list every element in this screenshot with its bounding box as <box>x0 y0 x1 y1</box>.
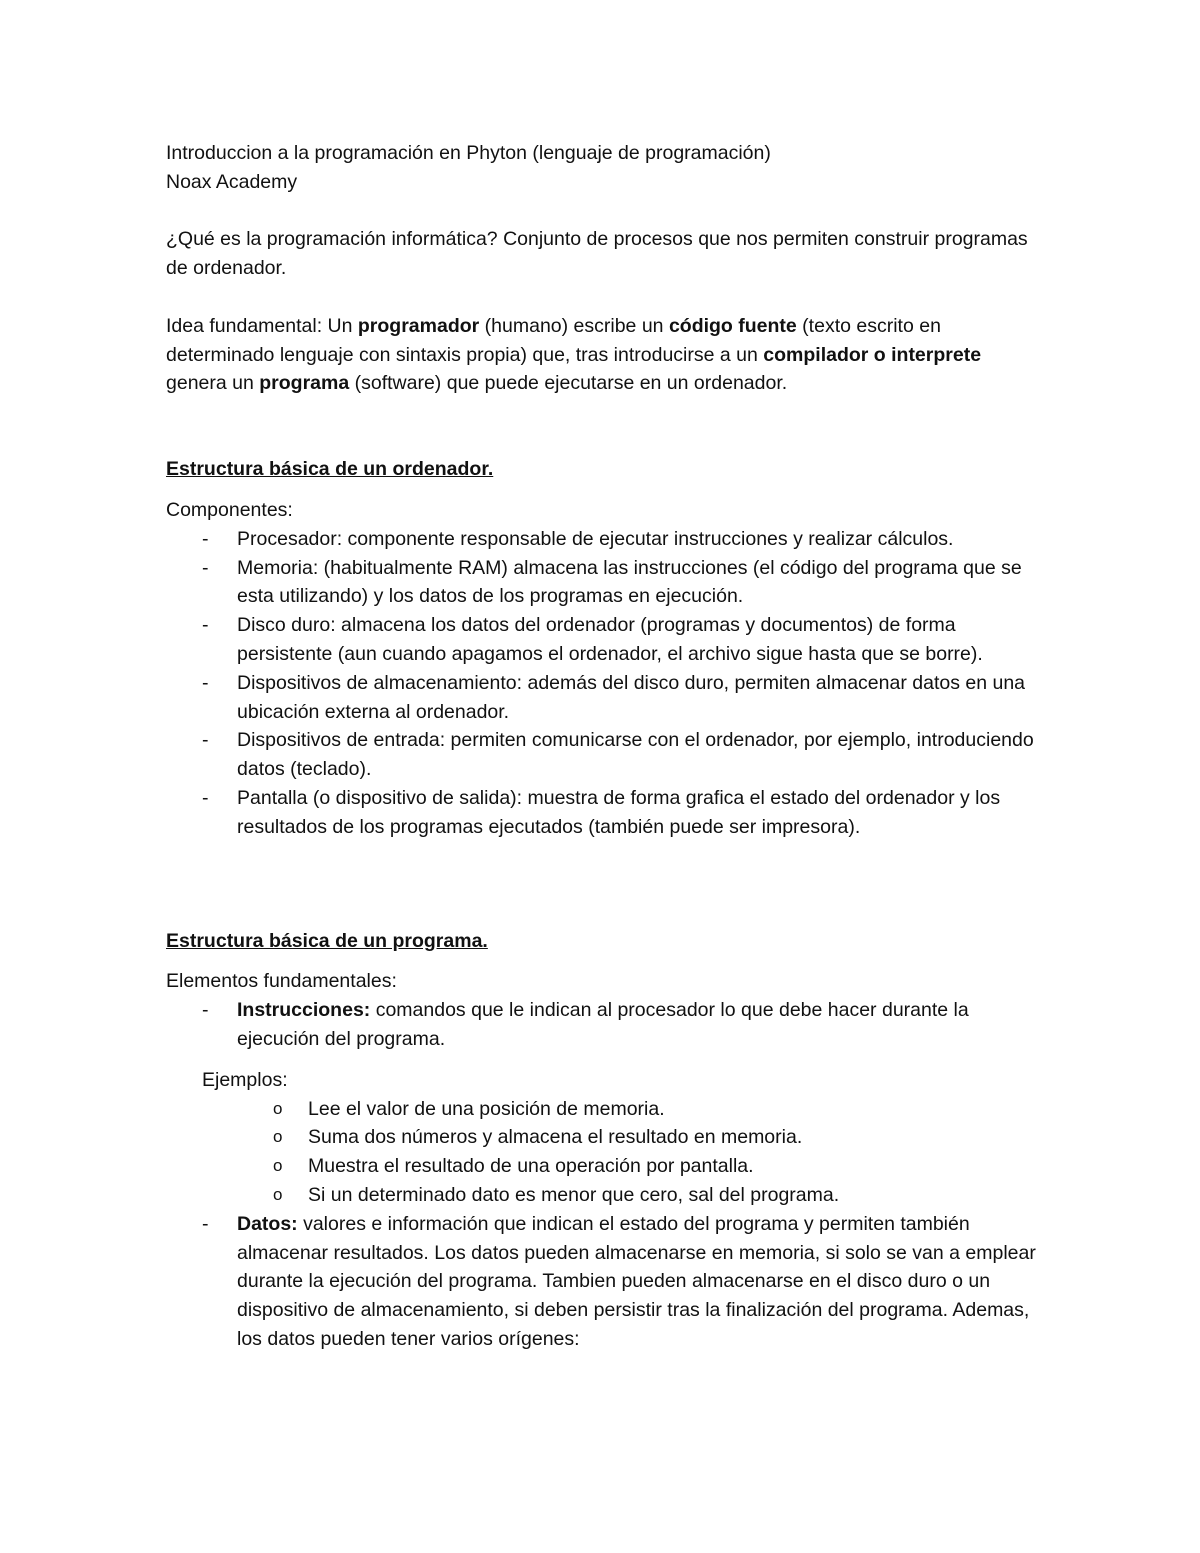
list-item-procesador: - Procesador: componente responsable de ejecutar instrucciones y realizar cálculos. <box>166 525 1046 554</box>
idea-text-3: (texto escrito en determinado lenguaje con sintaxis propia) que, tras introducirse a un <box>166 314 941 366</box>
datos-text: valores e información que indican el estado del programa y permiten también almacenar resultados. Los datos pueden almacenarse en memoria, si solo se van a emplear durante la ejecución del programa. Tambien pueden almacenarse en el disco duro o un dispositivo de almacenamiento, si deben persistir tras la finalización del programa. Ademas, los datos pueden tener varios orígenes: <box>237 1212 1036 1350</box>
list-item-pantalla: - Pantalla (o dispositivo de salida): muestra de forma grafica el estado del ordenador y los resultados de los programas ejecutados (también puede ser impresora). <box>166 784 1046 842</box>
document-page <box>166 139 1046 1354</box>
examples-label: Ejemplos: <box>202 1068 288 1091</box>
list-item-instrucciones <box>166 996 1046 1054</box>
intro-question: ¿Qué es la programación informática? Conjunto de procesos que nos permiten construir programas de ordenador. <box>166 228 1028 280</box>
list-item-memoria: - Memoria: (habitualmente RAM) almacena las instrucciones (el código del programa que se esta utilizando) y los datos de los programas en ejecución. <box>166 554 1046 612</box>
section-heading-programa: Estructura básica de un programa. <box>166 929 488 952</box>
section-subheading-componentes: Componentes: <box>166 498 293 521</box>
example-item: o Lee el valor de una posición de memoria. <box>166 1095 1046 1124</box>
idea-bold-programador: programador <box>357 314 480 337</box>
example-item: o Muestra el resultado de una operación por pantalla. <box>166 1152 1046 1181</box>
document-author: Noax Academy <box>166 170 298 193</box>
componentes-list <box>166 525 1046 842</box>
idea-text-5: (software) que puede ejecutarse en un ordenador. <box>349 372 788 395</box>
list-item-almacenamiento: - Dispositivos de almacenamiento: además del disco duro, permiten almacenar datos en una ubicación externa al ordenador. <box>166 669 1046 727</box>
idea-paragraph <box>166 312 1046 398</box>
idea-text-4: genera un <box>166 372 260 395</box>
instrucciones-text: comandos que le indican al procesador lo que debe hacer durante la ejecución del programa. <box>237 999 969 1050</box>
datos-label: Datos: <box>237 1212 298 1235</box>
section-subheading-elementos: Elementos fundamentales: <box>166 970 397 993</box>
idea-bold-programa: programa <box>259 372 350 395</box>
section-heading-ordenador: Estructura básica de un ordenador. <box>166 458 494 481</box>
examples-list <box>166 1095 1046 1210</box>
idea-bold-codigo-fuente: código fuente <box>668 314 797 337</box>
list-item-datos <box>166 1210 1046 1354</box>
idea-text-2: (humano) escribe un <box>479 314 669 337</box>
elementos-list-instrucciones <box>166 996 1046 1054</box>
instrucciones-label: Instrucciones: <box>237 999 371 1022</box>
elementos-list-datos <box>166 1210 1046 1354</box>
list-item-disco-duro: - Disco duro: almacena los datos del ordenador (programas y documentos) de forma persistente (aun cuando apagamos el ordenador, el archivo sigue hasta que se borre). <box>166 611 1046 669</box>
list-item-entrada: - Dispositivos de entrada: permiten comunicarse con el ordenador, por ejemplo, introduciendo datos (teclado). <box>166 726 1046 784</box>
idea-text-1: Idea fundamental: Un <box>166 314 358 337</box>
idea-bold-compilador: compilador o interprete <box>763 343 982 366</box>
document-title: Introduccion a la programación en Phyton (lenguaje de programación) <box>166 142 771 164</box>
example-item: o Si un determinado dato es menor que cero, sal del programa. <box>166 1181 1046 1210</box>
example-item: o Suma dos números y almacena el resultado en memoria. <box>166 1123 1046 1152</box>
